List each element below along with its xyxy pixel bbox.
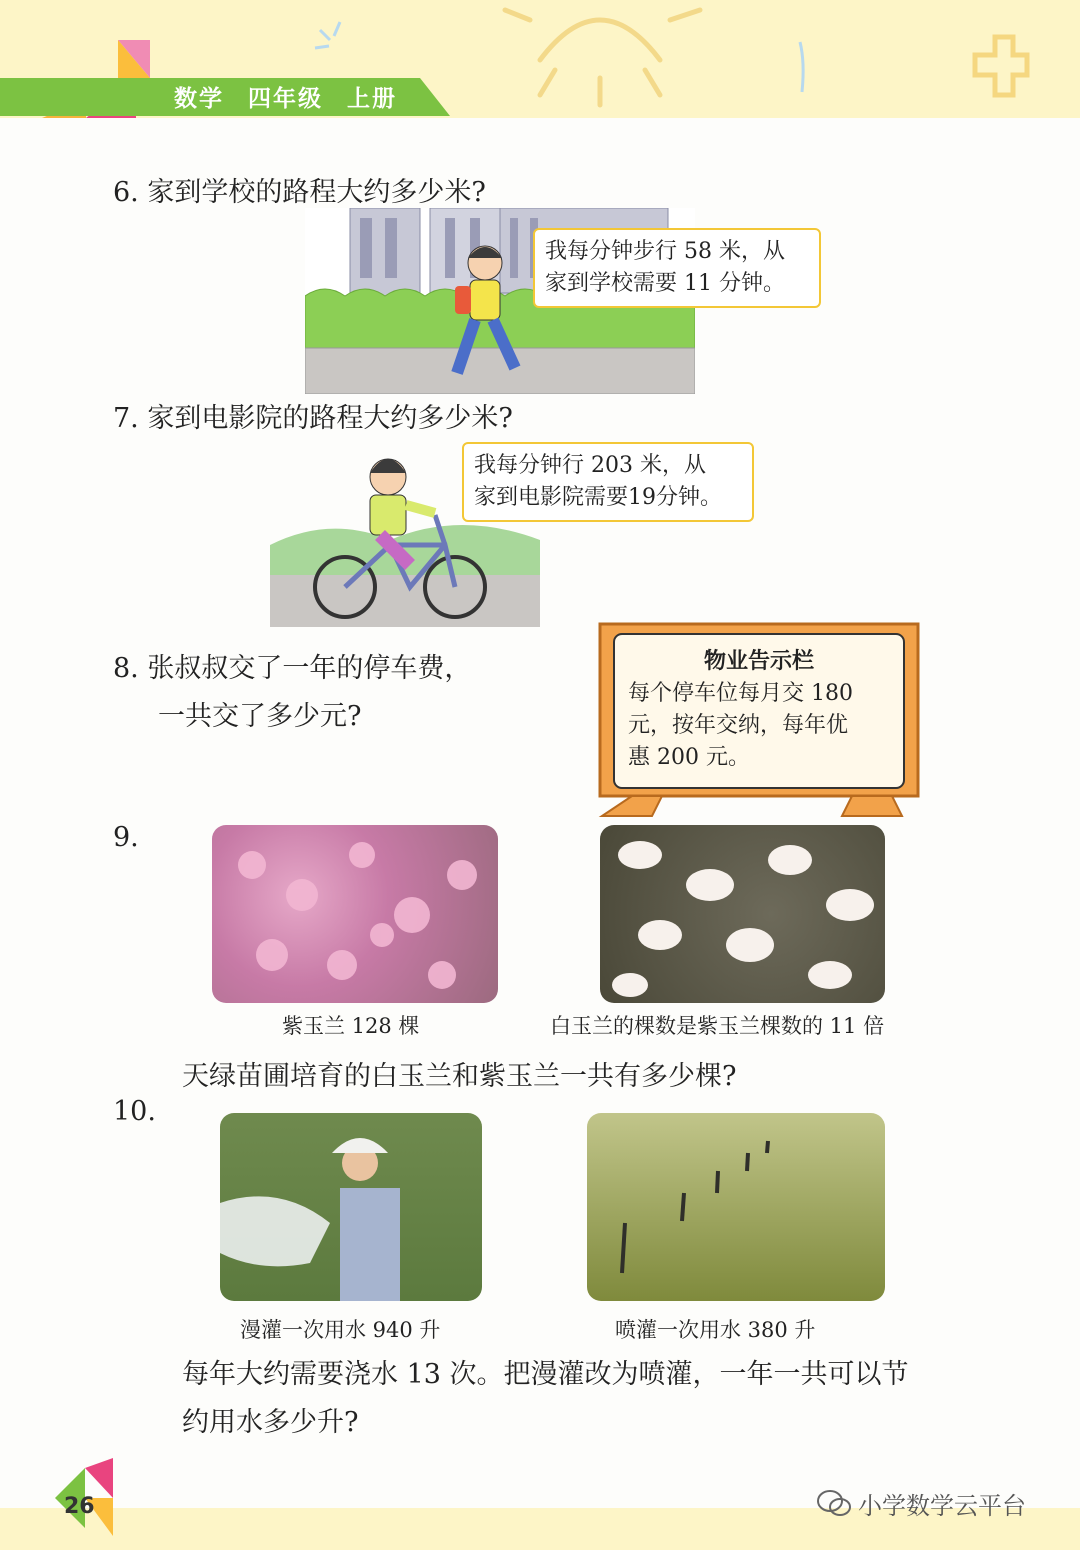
white-magnolia-photo xyxy=(600,825,885,1003)
bubble-q7-line2: 家到电影院需要19分钟。 xyxy=(474,485,722,510)
caption-sprinkler-irrigation: 喷灌一次用水 380 升 xyxy=(615,1318,816,1342)
caption-purple-magnolia: 紫玉兰 128 棵 xyxy=(282,1014,420,1038)
question-8-line2: 一共交了多少元? xyxy=(158,701,362,732)
flood-irrigation-photo xyxy=(220,1113,482,1301)
flood-irrigation-scene xyxy=(220,1113,482,1301)
speech-bubble-q7 xyxy=(462,442,754,522)
bubble-q6-line1: 我每分钟步行 58 米，从 xyxy=(545,239,785,264)
sprinkler-irrigation-photo xyxy=(587,1113,885,1301)
question-10-number: 10. xyxy=(113,1096,156,1127)
notice-board-line1: 每个停车位每月交 180 xyxy=(628,681,853,706)
question-9-text: 天绿苗圃培育的白玉兰和紫玉兰一共有多少棵? xyxy=(182,1061,737,1092)
notice-board-line2: 元，按年交纳，每年优 xyxy=(628,713,849,738)
white-magnolia-blossoms xyxy=(600,825,885,1003)
notice-board-line3: 惠 200 元。 xyxy=(628,745,750,770)
sprinkler-irrigation-scene xyxy=(587,1113,885,1301)
speech-bubble-q6 xyxy=(533,228,821,308)
caption-white-magnolia: 白玉兰的棵数是紫玉兰棵数的 11 倍 xyxy=(550,1014,885,1038)
caption-flood-irrigation: 漫灌一次用水 940 升 xyxy=(240,1318,441,1342)
bubble-q7-line1: 我每分钟行 203 米，从 xyxy=(474,453,706,478)
page-number: 26 xyxy=(64,1494,95,1519)
question-6: 6. 家到学校的路程大约多少米? xyxy=(113,177,486,208)
question-7: 7. 家到电影院的路程大约多少米? xyxy=(113,403,513,434)
notice-board-title: 物业告示栏 xyxy=(703,649,814,674)
bubble-q6-line2: 家到学校需要 11 分钟。 xyxy=(545,271,785,296)
question-10-line2: 约用水多少升? xyxy=(182,1407,359,1438)
wechat-icon xyxy=(816,1488,852,1518)
watermark-text: 小学数学云平台 xyxy=(858,1492,1026,1520)
purple-magnolia-photo xyxy=(212,825,498,1003)
purple-magnolia-blossoms xyxy=(212,825,498,1003)
notice-board xyxy=(614,646,904,774)
question-10-line1: 每年大约需要浇水 13 次。把漫灌改为喷灌，一年一共可以节 xyxy=(182,1359,909,1390)
question-8-line1: 8. 张叔叔交了一年的停车费， xyxy=(113,653,472,684)
question-9-number: 9. xyxy=(113,822,139,853)
header-title: 数学 四年级 上册 xyxy=(174,86,398,112)
